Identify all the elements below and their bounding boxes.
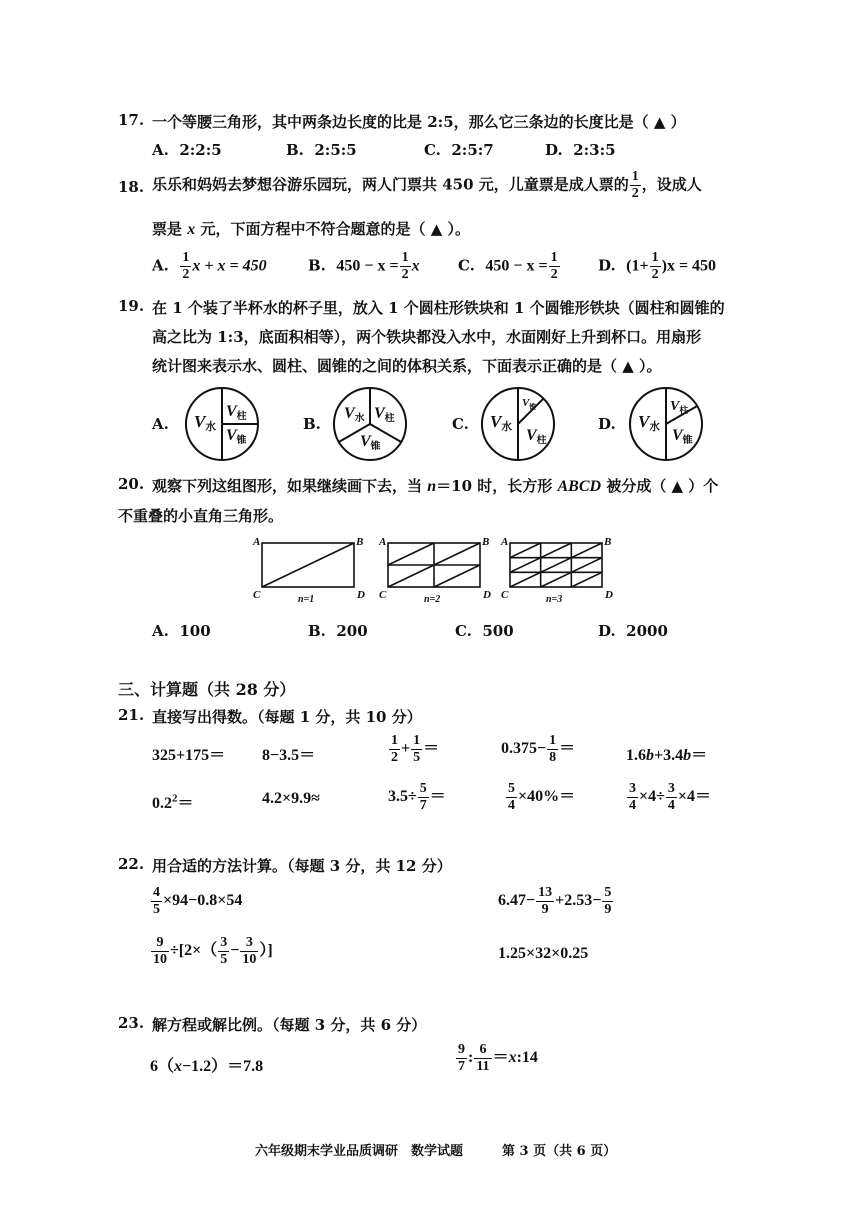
q18-stem-line2: 票是 x 元，下面方程中不符合题意的是（ ▲ ）。	[152, 220, 470, 238]
corner-label-C: C	[501, 589, 509, 601]
q22-number: 22.	[118, 855, 145, 873]
q21-item-4: 0.375− $\frac{1}{8}$ ＝	[501, 733, 576, 765]
q22-item-3: $\frac{9}{10}$ ÷[2×（ $\frac{3}{5}$ − $\frac{3}{10}$ ）]	[153, 935, 273, 967]
q23-number: 23.	[118, 1014, 145, 1032]
q19-stem-line3: 统计图来表示水、圆柱、圆锥的之间的体积关系，下面表示正确的是（ ▲ ）。	[152, 357, 662, 375]
corner-label-B: B	[356, 536, 364, 548]
figure-n3-diagonal	[571, 543, 602, 558]
q17-stem: 一个等腰三角形，其中两条边长度的比是 2:5，那么它三条边的长度比是（ ▲ ）	[152, 113, 686, 131]
figure-n3-diagonal	[510, 572, 541, 587]
pie-label-cyl: V柱	[374, 405, 395, 424]
figure-n3-diagonal	[510, 543, 541, 558]
q21-title: 直接写出得数。（每题 1 分，共 10 分）	[152, 708, 422, 726]
footer-page-number: 第 3 页（共 6 页）	[502, 1144, 617, 1159]
q20-stem-line2: 不重叠的小直角三角形。	[118, 507, 284, 525]
q20-option-d: D. 2000	[598, 622, 668, 640]
fraction-one-half: $\frac{1}{2}$	[631, 169, 639, 201]
pie-label-water: V水	[194, 412, 216, 433]
q22-title: 用合适的方法计算。（每题 3 分，共 12 分）	[152, 857, 452, 875]
figure-n3-diagonal	[541, 543, 572, 558]
q23-item-2: $\frac{9}{7}$ : $\frac{6}{11}$ ＝x:14	[458, 1042, 538, 1074]
figure-caption: n=3	[546, 594, 563, 605]
q19-stem-line2: 高之比为 1:3，底面积相等），两个铁块都没入水中，水面刚好上升到杯口。用扇形	[152, 328, 702, 346]
pie-label-cone: V锥	[360, 433, 381, 452]
figure-n2-diagonal	[434, 565, 480, 587]
pie-label-water: V水	[638, 412, 660, 433]
figure-n2-diagonal	[434, 543, 480, 565]
corner-label-D: D	[483, 589, 491, 601]
q18-option-d: D. (1+ $\frac{1}{2}$ )x = 450	[598, 250, 717, 282]
figure-n3-diagonal	[541, 558, 572, 573]
q17-option-b: B. 2:5:5	[286, 141, 357, 159]
corner-label-C: C	[379, 589, 387, 601]
q22-item-1: $\frac{4}{5}$ ×94−0.8×54	[153, 885, 243, 917]
q17-option-c: C. 2:5:7	[424, 141, 494, 159]
figure-n3-diagonal	[571, 572, 602, 587]
q21-item-10: $\frac{3}{4}$ ×4÷ $\frac{3}{4}$ ×4＝	[629, 781, 712, 813]
q18-option-c: C. 450 − x = $\frac{1}{2}$	[458, 250, 558, 282]
q18-option-b: B. 450 − x = $\frac{1}{2}$ x	[308, 250, 420, 282]
corner-label-B: B	[604, 536, 612, 548]
figure-n1-diagonal	[262, 543, 354, 587]
q19-stem-line1: 在 1 个装了半杯水的杯子里，放入 1 个圆柱形铁块和 1 个圆锥形铁块（圆柱和圆锥的	[152, 299, 725, 317]
q18-option-a: A. $\frac{1}{2}$ x + x = 450	[152, 250, 267, 282]
q23-item-1: 6（x−1.2）＝7.8	[150, 1058, 264, 1075]
pie-b-divider	[370, 424, 401, 442]
q22-item-2: 6.47− $\frac{13}{9}$ +2.53− $\frac{5}{9}$	[498, 885, 612, 917]
q18-number: 18.	[118, 178, 145, 196]
corner-label-B: B	[482, 536, 490, 548]
q20-stem-line1: 观察下列这组图形，如果继续画下去，当 n＝10 时，长方形 ABCD 被分成（ ▲ ）个	[152, 477, 719, 495]
q20-option-c: C. 500	[455, 622, 514, 640]
q21-item-9: $\frac{5}{4}$ ×40%＝	[508, 781, 576, 813]
q17-option-a: A. 2:2:5	[152, 141, 222, 159]
pie-label-cone: V锥	[672, 427, 693, 446]
figure-n2-diagonal	[388, 565, 434, 587]
figure-n3-diagonal	[571, 558, 602, 573]
corner-label-D: D	[605, 589, 613, 601]
q19-option-d-label: D.	[598, 415, 616, 433]
q21-item-1: 325+175＝	[152, 747, 226, 764]
q20-option-b: B. 200	[308, 622, 368, 640]
q19-option-a-label: A.	[152, 415, 169, 433]
q21-item-3: $\frac{1}{2}$ + $\frac{1}{5}$ ＝	[391, 733, 440, 765]
q17-option-d: D. 2:3:5	[545, 141, 616, 159]
figure-n3-diagonal	[510, 558, 541, 573]
q18-stem-line1: 乐乐和妈妈去梦想谷游乐园玩，两人门票共 450 元，儿童票是成人票的 $\frac{1}{2}$ ，设成人	[152, 169, 702, 201]
corner-label-C: C	[253, 589, 261, 601]
pie-label-water: V水	[490, 412, 512, 433]
q21-item-8: 3.5÷ $\frac{5}{7}$ ＝	[388, 781, 446, 813]
pie-label-cone: $V_锥$	[522, 397, 537, 411]
q21-number: 21.	[118, 706, 145, 724]
figure-caption: n=2	[424, 594, 441, 605]
section-3-title: 三、计算题（共 28 分）	[118, 680, 296, 699]
q21-item-6: $0.2^2=$	[152, 792, 194, 812]
q19-number: 19.	[118, 297, 145, 315]
q19-option-b-label: B.	[303, 415, 321, 433]
footer-title: 六年级期末学业品质调研 数学试题	[255, 1144, 464, 1159]
corner-label-D: D	[357, 589, 365, 601]
q20-number: 20.	[118, 475, 145, 493]
q17-number: 17.	[118, 111, 145, 129]
pie-label-cyl: V柱	[526, 427, 547, 446]
pie-label-water: V水	[344, 405, 365, 424]
q21-item-7: 4.2×9.9≈	[262, 790, 320, 807]
pie-label-cone: V锥	[226, 427, 247, 446]
pie-label-cyl: V柱	[226, 403, 247, 422]
corner-label-A: A	[253, 536, 261, 548]
q23-title: 解方程或解比例。（每题 3 分，共 6 分）	[152, 1016, 427, 1034]
figure-n3-diagonal	[541, 572, 572, 587]
figure-caption: n=1	[298, 594, 315, 605]
pie-label-cyl: $V_柱$	[670, 399, 689, 415]
corner-label-A: A	[379, 536, 387, 548]
q19-option-c-label: C.	[452, 415, 469, 433]
q20-option-a: A. 100	[152, 622, 211, 640]
corner-label-A: A	[501, 536, 509, 548]
q22-item-4: 1.25×32×0.25	[498, 945, 589, 962]
figure-n2-diagonal	[388, 543, 434, 565]
q21-item-2: 8−3.5＝	[262, 747, 316, 764]
q21-item-5: 1.6b+3.4b＝	[626, 747, 708, 764]
